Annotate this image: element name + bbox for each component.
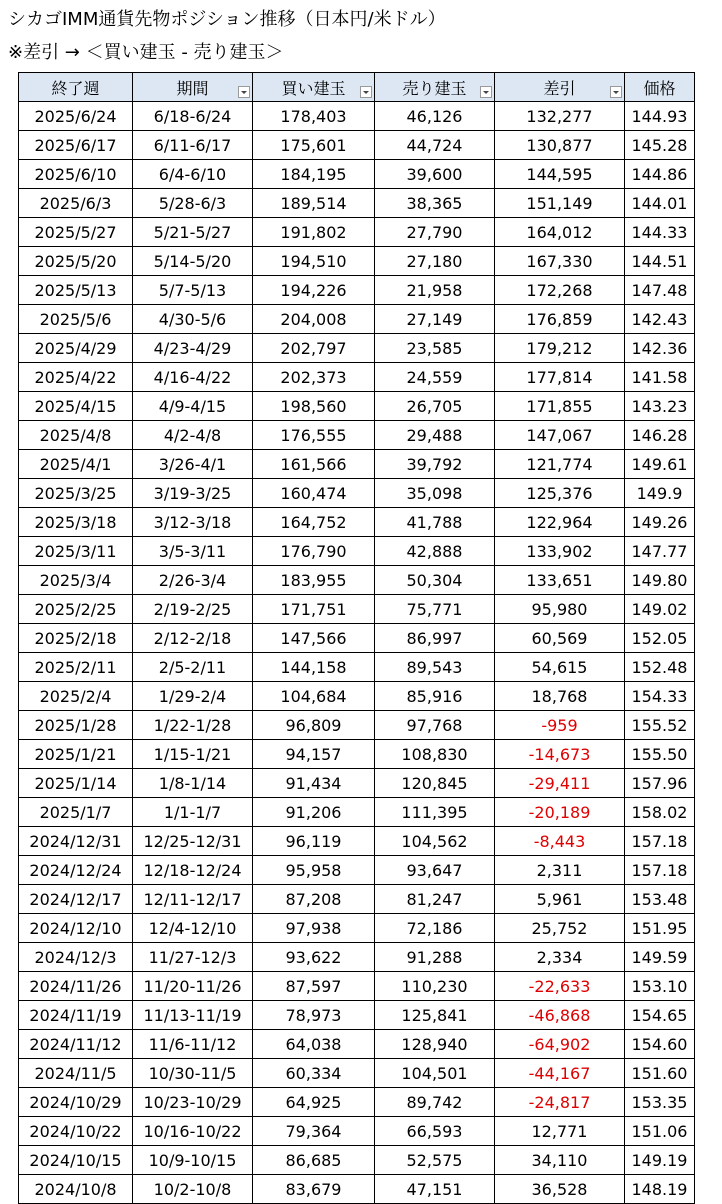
cell-short: 85,916 bbox=[375, 682, 495, 711]
cell-period: 3/12-3/18 bbox=[133, 508, 253, 537]
cell-end-week: 2025/5/13 bbox=[19, 276, 133, 305]
cell-period: 11/27-12/3 bbox=[133, 943, 253, 972]
cell-long: 91,434 bbox=[253, 769, 375, 798]
cell-net: 2,334 bbox=[495, 943, 625, 972]
cell-end-week: 2025/6/24 bbox=[19, 102, 133, 131]
cell-period: 11/13-11/19 bbox=[133, 1001, 253, 1030]
cell-period: 3/19-3/25 bbox=[133, 479, 253, 508]
filter-dropdown-icon[interactable] bbox=[480, 86, 492, 98]
cell-end-week: 2025/6/3 bbox=[19, 189, 133, 218]
cell-period: 10/23-10/29 bbox=[133, 1088, 253, 1117]
cell-period: 3/26-4/1 bbox=[133, 450, 253, 479]
cell-long: 83,679 bbox=[253, 1175, 375, 1204]
cell-short: 23,585 bbox=[375, 334, 495, 363]
cell-long: 93,622 bbox=[253, 943, 375, 972]
table-row bbox=[19, 537, 695, 566]
cell-price: 155.50 bbox=[625, 740, 695, 769]
table-row bbox=[19, 189, 695, 218]
cell-price: 158.02 bbox=[625, 798, 695, 827]
cell-period: 12/4-12/10 bbox=[133, 914, 253, 943]
cell-net: 144,595 bbox=[495, 160, 625, 189]
cell-short: 97,768 bbox=[375, 711, 495, 740]
cell-price: 149.80 bbox=[625, 566, 695, 595]
cell-short: 125,841 bbox=[375, 1001, 495, 1030]
table-row bbox=[19, 508, 695, 537]
cell-net: 133,651 bbox=[495, 566, 625, 595]
table-row bbox=[19, 276, 695, 305]
cell-long: 87,208 bbox=[253, 885, 375, 914]
table-row bbox=[19, 711, 695, 740]
cell-short: 24,559 bbox=[375, 363, 495, 392]
cell-end-week: 2025/3/25 bbox=[19, 479, 133, 508]
header-net-position bbox=[495, 73, 625, 102]
cell-net: 34,110 bbox=[495, 1146, 625, 1175]
cell-price: 155.52 bbox=[625, 711, 695, 740]
cell-end-week: 2025/4/15 bbox=[19, 392, 133, 421]
cell-short: 27,790 bbox=[375, 218, 495, 247]
cell-end-week: 2025/1/14 bbox=[19, 769, 133, 798]
cell-short: 89,742 bbox=[375, 1088, 495, 1117]
table-row bbox=[19, 827, 695, 856]
table-row bbox=[19, 566, 695, 595]
cell-price: 149.26 bbox=[625, 508, 695, 537]
cell-short: 27,149 bbox=[375, 305, 495, 334]
cell-price: 154.65 bbox=[625, 1001, 695, 1030]
cell-long: 164,752 bbox=[253, 508, 375, 537]
cell-period: 12/11-12/17 bbox=[133, 885, 253, 914]
cell-net: -24,817 bbox=[495, 1088, 625, 1117]
cell-end-week: 2024/11/12 bbox=[19, 1030, 133, 1059]
cell-short: 29,488 bbox=[375, 421, 495, 450]
table-header-row bbox=[19, 73, 695, 102]
cell-price: 144.33 bbox=[625, 218, 695, 247]
cell-period: 5/7-5/13 bbox=[133, 276, 253, 305]
table-row bbox=[19, 131, 695, 160]
table-row bbox=[19, 392, 695, 421]
table-row bbox=[19, 247, 695, 276]
table-row bbox=[19, 1146, 695, 1175]
cell-end-week: 2024/12/3 bbox=[19, 943, 133, 972]
cell-period: 1/15-1/21 bbox=[133, 740, 253, 769]
cell-end-week: 2025/4/29 bbox=[19, 334, 133, 363]
table-row bbox=[19, 769, 695, 798]
cell-period: 1/1-1/7 bbox=[133, 798, 253, 827]
cell-price: 147.77 bbox=[625, 537, 695, 566]
cell-period: 1/22-1/28 bbox=[133, 711, 253, 740]
cell-long: 64,038 bbox=[253, 1030, 375, 1059]
cell-period: 5/21-5/27 bbox=[133, 218, 253, 247]
cell-price: 142.36 bbox=[625, 334, 695, 363]
cell-net: 130,877 bbox=[495, 131, 625, 160]
cell-price: 149.9 bbox=[625, 479, 695, 508]
cell-long: 87,597 bbox=[253, 972, 375, 1001]
cell-short: 26,705 bbox=[375, 392, 495, 421]
cell-price: 157.96 bbox=[625, 769, 695, 798]
cell-price: 154.60 bbox=[625, 1030, 695, 1059]
cell-price: 144.01 bbox=[625, 189, 695, 218]
table-row bbox=[19, 1175, 695, 1204]
cell-period: 1/8-1/14 bbox=[133, 769, 253, 798]
cell-end-week: 2024/11/26 bbox=[19, 972, 133, 1001]
cell-end-week: 2025/2/4 bbox=[19, 682, 133, 711]
cell-long: 183,955 bbox=[253, 566, 375, 595]
cell-net: 132,277 bbox=[495, 102, 625, 131]
header-long-positions bbox=[253, 73, 375, 102]
cell-net: 125,376 bbox=[495, 479, 625, 508]
cell-long: 64,925 bbox=[253, 1088, 375, 1117]
cell-short: 89,543 bbox=[375, 653, 495, 682]
cell-price: 141.58 bbox=[625, 363, 695, 392]
cell-end-week: 2024/10/29 bbox=[19, 1088, 133, 1117]
cell-short: 50,304 bbox=[375, 566, 495, 595]
cell-end-week: 2025/4/1 bbox=[19, 450, 133, 479]
cell-short: 104,501 bbox=[375, 1059, 495, 1088]
cell-period: 4/2-4/8 bbox=[133, 421, 253, 450]
cell-period: 2/19-2/25 bbox=[133, 595, 253, 624]
cell-net: 164,012 bbox=[495, 218, 625, 247]
cell-long: 189,514 bbox=[253, 189, 375, 218]
cell-price: 143.23 bbox=[625, 392, 695, 421]
cell-end-week: 2025/4/22 bbox=[19, 363, 133, 392]
cell-net: 133,902 bbox=[495, 537, 625, 566]
cell-net: 179,212 bbox=[495, 334, 625, 363]
cell-end-week: 2025/1/21 bbox=[19, 740, 133, 769]
cell-long: 78,973 bbox=[253, 1001, 375, 1030]
cell-net: 147,067 bbox=[495, 421, 625, 450]
cell-short: 110,230 bbox=[375, 972, 495, 1001]
cell-period: 2/5-2/11 bbox=[133, 653, 253, 682]
cell-net: 95,980 bbox=[495, 595, 625, 624]
cell-long: 144,158 bbox=[253, 653, 375, 682]
cell-end-week: 2024/12/24 bbox=[19, 856, 133, 885]
page-subtitle: ※差引 → ＜買い建玉 - 売り建玉＞ bbox=[8, 42, 284, 63]
table-row bbox=[19, 421, 695, 450]
cell-end-week: 2024/11/19 bbox=[19, 1001, 133, 1030]
cell-long: 79,364 bbox=[253, 1117, 375, 1146]
cell-price: 153.48 bbox=[625, 885, 695, 914]
cell-price: 157.18 bbox=[625, 856, 695, 885]
cell-period: 12/18-12/24 bbox=[133, 856, 253, 885]
cell-short: 108,830 bbox=[375, 740, 495, 769]
cell-short: 86,997 bbox=[375, 624, 495, 653]
cell-short: 81,247 bbox=[375, 885, 495, 914]
cell-price: 152.05 bbox=[625, 624, 695, 653]
cell-price: 153.35 bbox=[625, 1088, 695, 1117]
cell-end-week: 2024/10/8 bbox=[19, 1175, 133, 1204]
cell-price: 148.19 bbox=[625, 1175, 695, 1204]
table-row bbox=[19, 624, 695, 653]
cell-short: 128,940 bbox=[375, 1030, 495, 1059]
cell-period: 4/9-4/15 bbox=[133, 392, 253, 421]
header-period bbox=[133, 73, 253, 102]
cell-net: -46,868 bbox=[495, 1001, 625, 1030]
table-row bbox=[19, 682, 695, 711]
table-row bbox=[19, 1001, 695, 1030]
cell-short: 47,151 bbox=[375, 1175, 495, 1204]
table-row bbox=[19, 160, 695, 189]
table-row bbox=[19, 450, 695, 479]
cell-net: -20,189 bbox=[495, 798, 625, 827]
cell-net: 171,855 bbox=[495, 392, 625, 421]
header-label: 買い建玉 bbox=[281, 78, 346, 98]
table-row bbox=[19, 479, 695, 508]
cell-price: 144.51 bbox=[625, 247, 695, 276]
filter-dropdown-icon[interactable] bbox=[238, 86, 250, 98]
cell-long: 198,560 bbox=[253, 392, 375, 421]
cell-long: 161,566 bbox=[253, 450, 375, 479]
table-row bbox=[19, 1088, 695, 1117]
table-row bbox=[19, 943, 695, 972]
cell-net: 121,774 bbox=[495, 450, 625, 479]
cell-long: 97,938 bbox=[253, 914, 375, 943]
cell-end-week: 2024/11/5 bbox=[19, 1059, 133, 1088]
cell-end-week: 2024/10/22 bbox=[19, 1117, 133, 1146]
cell-short: 39,600 bbox=[375, 160, 495, 189]
cell-period: 5/28-6/3 bbox=[133, 189, 253, 218]
cell-short: 42,888 bbox=[375, 537, 495, 566]
cell-price: 149.19 bbox=[625, 1146, 695, 1175]
cell-short: 44,724 bbox=[375, 131, 495, 160]
cell-period: 10/9-10/15 bbox=[133, 1146, 253, 1175]
cell-period: 6/4-6/10 bbox=[133, 160, 253, 189]
cell-end-week: 2025/2/18 bbox=[19, 624, 133, 653]
table-row bbox=[19, 595, 695, 624]
cell-price: 149.59 bbox=[625, 943, 695, 972]
header-label: 期間 bbox=[176, 78, 209, 98]
cell-long: 176,790 bbox=[253, 537, 375, 566]
table-row bbox=[19, 1030, 695, 1059]
cell-long: 194,510 bbox=[253, 247, 375, 276]
cell-net: -29,411 bbox=[495, 769, 625, 798]
cell-net: 2,311 bbox=[495, 856, 625, 885]
cell-price: 151.95 bbox=[625, 914, 695, 943]
cell-end-week: 2025/1/28 bbox=[19, 711, 133, 740]
cell-end-week: 2025/6/10 bbox=[19, 160, 133, 189]
table-row bbox=[19, 1059, 695, 1088]
cell-net: -959 bbox=[495, 711, 625, 740]
cell-net: 167,330 bbox=[495, 247, 625, 276]
page-title: シカゴIMM通貨先物ポジション推移（日本円/米ドル） bbox=[8, 9, 446, 30]
table-row bbox=[19, 218, 695, 247]
cell-short: 35,098 bbox=[375, 479, 495, 508]
cell-long: 175,601 bbox=[253, 131, 375, 160]
cell-net: 18,768 bbox=[495, 682, 625, 711]
cell-net: -14,673 bbox=[495, 740, 625, 769]
cell-period: 1/29-2/4 bbox=[133, 682, 253, 711]
cell-price: 149.02 bbox=[625, 595, 695, 624]
table-row bbox=[19, 305, 695, 334]
cell-end-week: 2025/6/17 bbox=[19, 131, 133, 160]
header-label: 終了週 bbox=[51, 78, 100, 98]
header-short-positions bbox=[375, 73, 495, 102]
cell-price: 144.86 bbox=[625, 160, 695, 189]
table-row bbox=[19, 363, 695, 392]
table-row bbox=[19, 1117, 695, 1146]
cell-long: 204,008 bbox=[253, 305, 375, 334]
cell-long: 160,474 bbox=[253, 479, 375, 508]
header-label: 売り建玉 bbox=[402, 78, 467, 98]
cell-period: 4/16-4/22 bbox=[133, 363, 253, 392]
cell-short: 66,593 bbox=[375, 1117, 495, 1146]
cell-short: 91,288 bbox=[375, 943, 495, 972]
cell-short: 72,186 bbox=[375, 914, 495, 943]
cell-end-week: 2024/12/31 bbox=[19, 827, 133, 856]
cell-net: -64,902 bbox=[495, 1030, 625, 1059]
cell-net: 177,814 bbox=[495, 363, 625, 392]
cell-short: 93,647 bbox=[375, 856, 495, 885]
cell-long: 91,206 bbox=[253, 798, 375, 827]
cell-end-week: 2025/2/25 bbox=[19, 595, 133, 624]
cell-period: 10/2-10/8 bbox=[133, 1175, 253, 1204]
cell-price: 149.61 bbox=[625, 450, 695, 479]
table-row bbox=[19, 914, 695, 943]
cell-long: 202,373 bbox=[253, 363, 375, 392]
cell-net: 54,615 bbox=[495, 653, 625, 682]
cell-net: 172,268 bbox=[495, 276, 625, 305]
cell-net: -22,633 bbox=[495, 972, 625, 1001]
cell-short: 38,365 bbox=[375, 189, 495, 218]
table-row bbox=[19, 972, 695, 1001]
cell-net: 12,771 bbox=[495, 1117, 625, 1146]
cell-long: 86,685 bbox=[253, 1146, 375, 1175]
cell-long: 194,226 bbox=[253, 276, 375, 305]
cell-period: 6/18-6/24 bbox=[133, 102, 253, 131]
cell-end-week: 2025/3/18 bbox=[19, 508, 133, 537]
cell-period: 6/11-6/17 bbox=[133, 131, 253, 160]
cell-short: 104,562 bbox=[375, 827, 495, 856]
cell-end-week: 2025/4/8 bbox=[19, 421, 133, 450]
cell-end-week: 2025/3/11 bbox=[19, 537, 133, 566]
cell-price: 142.43 bbox=[625, 305, 695, 334]
cell-long: 202,797 bbox=[253, 334, 375, 363]
cell-price: 144.93 bbox=[625, 102, 695, 131]
header-end-week bbox=[19, 73, 133, 102]
cell-long: 94,157 bbox=[253, 740, 375, 769]
cell-price: 152.48 bbox=[625, 653, 695, 682]
cell-period: 2/26-3/4 bbox=[133, 566, 253, 595]
cell-short: 46,126 bbox=[375, 102, 495, 131]
cell-short: 52,575 bbox=[375, 1146, 495, 1175]
cell-end-week: 2025/5/27 bbox=[19, 218, 133, 247]
header-price bbox=[625, 73, 695, 102]
cell-net: 25,752 bbox=[495, 914, 625, 943]
header-label: 差引 bbox=[543, 78, 576, 98]
cell-period: 12/25-12/31 bbox=[133, 827, 253, 856]
cell-end-week: 2025/1/7 bbox=[19, 798, 133, 827]
filter-dropdown-icon[interactable] bbox=[360, 86, 372, 98]
table-row bbox=[19, 102, 695, 131]
cell-end-week: 2025/5/20 bbox=[19, 247, 133, 276]
cell-price: 154.33 bbox=[625, 682, 695, 711]
table-row bbox=[19, 740, 695, 769]
cell-period: 11/6-11/12 bbox=[133, 1030, 253, 1059]
cell-period: 5/14-5/20 bbox=[133, 247, 253, 276]
cell-net: 5,961 bbox=[495, 885, 625, 914]
filter-dropdown-icon[interactable] bbox=[610, 86, 622, 98]
cell-long: 191,802 bbox=[253, 218, 375, 247]
table-row bbox=[19, 653, 695, 682]
cell-period: 2/12-2/18 bbox=[133, 624, 253, 653]
cell-long: 96,119 bbox=[253, 827, 375, 856]
cell-price: 147.48 bbox=[625, 276, 695, 305]
cell-short: 120,845 bbox=[375, 769, 495, 798]
cell-price: 153.10 bbox=[625, 972, 695, 1001]
cell-end-week: 2025/3/4 bbox=[19, 566, 133, 595]
cell-period: 4/30-5/6 bbox=[133, 305, 253, 334]
cell-price: 151.06 bbox=[625, 1117, 695, 1146]
cell-price: 146.28 bbox=[625, 421, 695, 450]
cell-short: 39,792 bbox=[375, 450, 495, 479]
cell-period: 3/5-3/11 bbox=[133, 537, 253, 566]
cell-short: 27,180 bbox=[375, 247, 495, 276]
cell-long: 176,555 bbox=[253, 421, 375, 450]
cell-long: 95,958 bbox=[253, 856, 375, 885]
cell-net: 36,528 bbox=[495, 1175, 625, 1204]
table-row bbox=[19, 885, 695, 914]
cell-long: 184,195 bbox=[253, 160, 375, 189]
cell-short: 21,958 bbox=[375, 276, 495, 305]
cell-end-week: 2024/12/10 bbox=[19, 914, 133, 943]
position-table bbox=[18, 72, 695, 1204]
cell-long: 147,566 bbox=[253, 624, 375, 653]
cell-net: -44,167 bbox=[495, 1059, 625, 1088]
cell-end-week: 2024/10/15 bbox=[19, 1146, 133, 1175]
cell-net: 151,149 bbox=[495, 189, 625, 218]
cell-net: 176,859 bbox=[495, 305, 625, 334]
cell-short: 41,788 bbox=[375, 508, 495, 537]
cell-net: 60,569 bbox=[495, 624, 625, 653]
cell-long: 178,403 bbox=[253, 102, 375, 131]
cell-price: 151.60 bbox=[625, 1059, 695, 1088]
cell-net: 122,964 bbox=[495, 508, 625, 537]
cell-long: 104,684 bbox=[253, 682, 375, 711]
cell-short: 111,395 bbox=[375, 798, 495, 827]
cell-short: 75,771 bbox=[375, 595, 495, 624]
cell-net: -8,443 bbox=[495, 827, 625, 856]
cell-period: 10/30-11/5 bbox=[133, 1059, 253, 1088]
cell-long: 60,334 bbox=[253, 1059, 375, 1088]
table-row bbox=[19, 856, 695, 885]
cell-end-week: 2025/5/6 bbox=[19, 305, 133, 334]
cell-period: 11/20-11/26 bbox=[133, 972, 253, 1001]
cell-period: 10/16-10/22 bbox=[133, 1117, 253, 1146]
table-row bbox=[19, 798, 695, 827]
cell-long: 171,751 bbox=[253, 595, 375, 624]
cell-price: 145.28 bbox=[625, 131, 695, 160]
table-body bbox=[19, 102, 695, 1204]
table-row bbox=[19, 334, 695, 363]
header-label: 価格 bbox=[643, 78, 676, 98]
cell-long: 96,809 bbox=[253, 711, 375, 740]
cell-period: 4/23-4/29 bbox=[133, 334, 253, 363]
cell-end-week: 2024/12/17 bbox=[19, 885, 133, 914]
cell-end-week: 2025/2/11 bbox=[19, 653, 133, 682]
cell-price: 157.18 bbox=[625, 827, 695, 856]
